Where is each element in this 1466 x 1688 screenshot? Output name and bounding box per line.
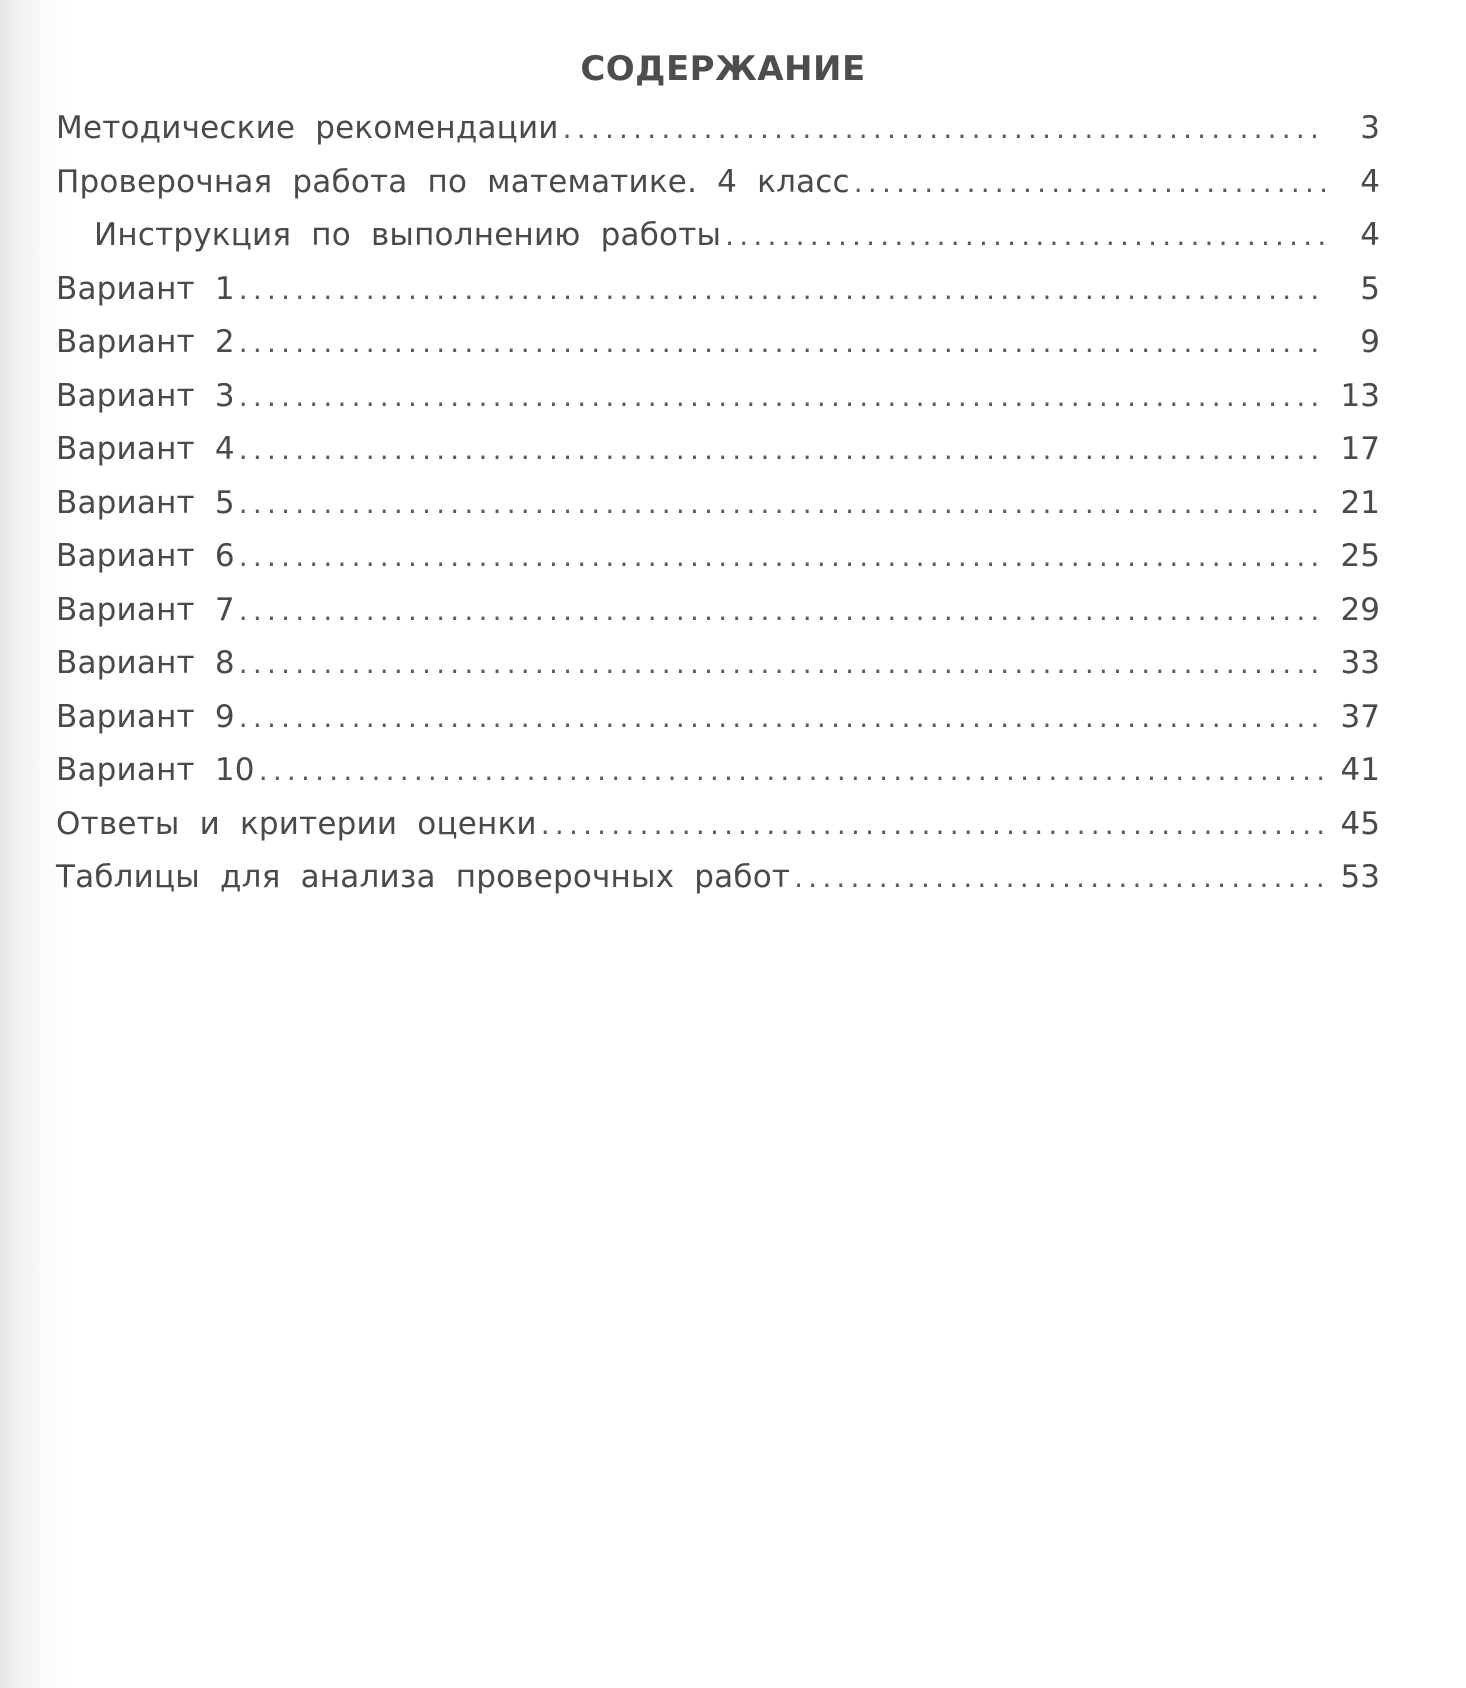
toc-entry <box>56 431 1380 485</box>
toc-entry-label: Проверочная работа по математике. 4 класс <box>56 163 850 200</box>
toc-entry <box>56 538 1380 592</box>
table-of-contents <box>56 110 1380 913</box>
toc-entry-label: Вариант 10 <box>56 752 255 788</box>
toc-entry-label: Таблицы для анализа проверочных работ <box>56 859 791 895</box>
toc-leader-dots <box>239 273 1326 306</box>
toc-leader-dots <box>563 112 1326 145</box>
toc-entry-page: 37 <box>1340 698 1380 735</box>
toc-leader-dots <box>541 808 1326 841</box>
toc-entry <box>56 485 1380 539</box>
toc-entry-label: Вариант 9 <box>56 698 235 735</box>
toc-entry-page: 3 <box>1360 110 1380 146</box>
toc-entry-label: Вариант 7 <box>56 591 235 628</box>
toc-entry-page: 53 <box>1340 859 1380 895</box>
toc-leader-dots <box>239 487 1326 520</box>
toc-entry <box>56 271 1380 325</box>
toc-entry-label: Вариант 6 <box>56 538 235 574</box>
toc-entry <box>56 806 1380 860</box>
toc-entry-label: Вариант 1 <box>56 270 235 307</box>
toc-leader-dots <box>239 647 1326 680</box>
toc-entry-page: 25 <box>1340 538 1380 574</box>
toc-leader-dots <box>239 594 1326 627</box>
toc-entry <box>56 110 1380 164</box>
toc-entry-page: 29 <box>1340 591 1380 628</box>
toc-leader-dots <box>794 861 1326 894</box>
toc-leader-dots <box>239 380 1326 413</box>
toc-entry-page: 4 <box>1360 217 1380 253</box>
toc-entry-label: Вариант 3 <box>56 377 235 414</box>
toc-entry <box>56 378 1380 432</box>
toc-leader-dots <box>239 326 1326 359</box>
toc-entry <box>56 645 1380 699</box>
page-title: СОДЕРЖАНИЕ <box>580 48 866 89</box>
toc-leader-dots <box>239 433 1326 466</box>
toc-entry-page: 41 <box>1340 752 1380 788</box>
toc-entry <box>56 699 1380 753</box>
toc-entry <box>56 752 1380 806</box>
toc-entry <box>56 324 1380 378</box>
toc-entry-label: Инструкция по выполнению работы <box>94 217 722 253</box>
toc-entry-page: 45 <box>1340 805 1380 842</box>
toc-entry-label: Вариант 2 <box>56 324 235 360</box>
toc-entry <box>56 592 1380 646</box>
toc-entry-label: Вариант 5 <box>56 484 235 521</box>
toc-leader-dots <box>259 754 1326 787</box>
toc-entry-page: 13 <box>1340 377 1380 414</box>
toc-leader-dots <box>239 540 1326 573</box>
toc-entry-page: 33 <box>1340 645 1380 681</box>
toc-entry <box>56 859 1380 913</box>
toc-entry-page: 9 <box>1360 324 1380 360</box>
toc-entry <box>56 164 1380 218</box>
toc-leader-dots <box>854 166 1326 199</box>
toc-entry-label: Методические рекомендации <box>56 110 559 146</box>
toc-entry-page: 4 <box>1360 163 1380 200</box>
toc-entry-label: Вариант 4 <box>56 431 235 467</box>
toc-leader-dots <box>239 701 1326 734</box>
toc-entry-page: 21 <box>1340 484 1380 521</box>
toc-entry-page: 5 <box>1360 270 1380 307</box>
toc-entry <box>56 217 1380 271</box>
toc-entry-label: Ответы и критерии оценки <box>56 805 537 842</box>
toc-entry-label: Вариант 8 <box>56 645 235 681</box>
toc-leader-dots <box>725 219 1326 252</box>
toc-entry-page: 17 <box>1340 431 1380 467</box>
